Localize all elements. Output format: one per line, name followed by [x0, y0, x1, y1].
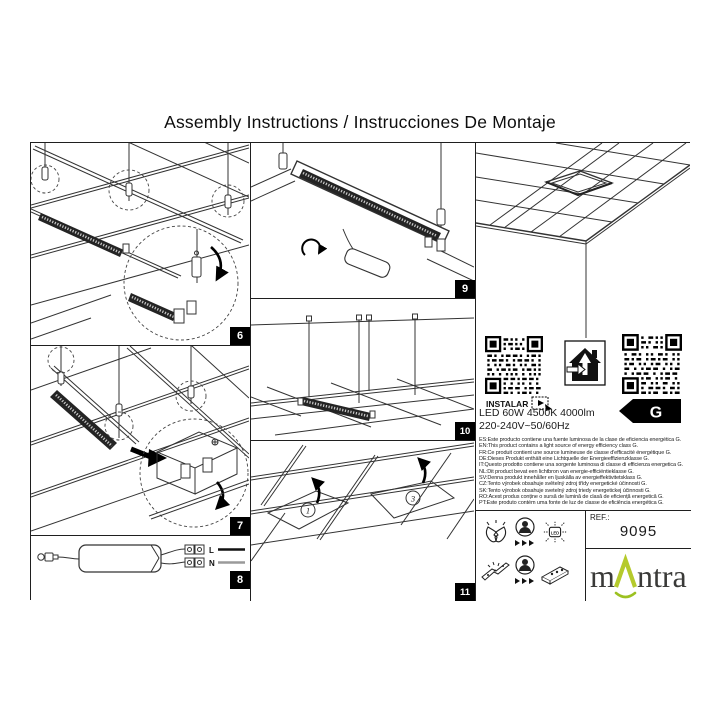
detail-circle-clip	[140, 419, 249, 527]
panel-step-6	[31, 143, 251, 346]
brand-cell	[586, 549, 691, 601]
driver-plug	[38, 553, 79, 561]
energy-line-sk: SK:Tento výrobok obsahuje svetelný zdroj triedy energetickej účinnosti G.	[479, 487, 651, 494]
step-number-11: 11	[455, 583, 475, 601]
led-light-source-icon	[542, 519, 568, 545]
bent-strip-icon	[480, 557, 510, 583]
energy-line-nl: NL:Dit product bevat een lichtbron van energie-efficiëntieklasse G.	[479, 468, 634, 475]
indoor-use-icon	[564, 339, 606, 387]
ref-cell	[586, 511, 691, 549]
recessed-fixture	[546, 171, 612, 195]
energy-line-sv: SV:Denna produkt innehåller en ljuskälla av energieffektivitetsklass G.	[479, 475, 643, 482]
ceiling-grid-lines	[251, 379, 474, 435]
energy-line-cz: CZ:Tento výrobek obsahuje světelný zdroj třídy energetické účinnosti G.	[479, 481, 647, 488]
brand-letter-m: m	[590, 558, 615, 594]
linear-fixture	[291, 161, 449, 251]
energy-line-ro: RO:Acest produs conține o sursă de lumină de clasă de eficiență energetică G.	[479, 494, 664, 501]
drawing-finished-ceiling	[476, 143, 690, 338]
tile-number-3: 3	[410, 493, 416, 504]
energy-line-de: DE:Dieses Produkt enthält eine Lichtquelle der Energieeffizienzklasse G.	[479, 456, 650, 463]
rotate-gripper-arrow	[211, 247, 221, 279]
led-driver-box	[79, 545, 161, 572]
energy-statements	[479, 437, 689, 507]
qr-code-install-video	[485, 336, 543, 394]
forward-arrows-icon	[515, 578, 534, 584]
panel-step-7	[31, 346, 251, 536]
panel-step-9	[251, 143, 476, 299]
qr-code-energy-label	[622, 334, 682, 394]
driver-cable	[343, 229, 353, 249]
energy-line-it: IT:Questo prodotto contiene una sorgente luminosa di classe di efficienza energetica G.	[479, 462, 683, 469]
forward-arrows-icon	[515, 540, 534, 546]
step-number-10: 10	[455, 422, 475, 440]
product-specs	[479, 407, 619, 433]
drawing-suspended-grid	[251, 299, 474, 439]
info-cell	[476, 143, 691, 511]
step-number-7: 7	[230, 517, 250, 535]
professional-person-icon	[514, 555, 536, 585]
ceiling-grid-lines	[31, 143, 249, 339]
drawing-fixture-closeup	[251, 143, 474, 297]
energy-line-fr: FR:Ce produit contient une source lumineuse de classe d'efficacité énergétique G.	[479, 449, 672, 456]
step-number-9: 9	[455, 280, 475, 298]
energy-class-arrow	[618, 398, 682, 424]
broken-lamp-icon	[483, 520, 509, 546]
ceiling-line	[251, 318, 474, 325]
driver-box	[343, 247, 392, 279]
ref-label: REF.:	[590, 513, 610, 522]
energy-line-pt: PT:Este produto contém uma fonte de luz de classe de eficiência energética G.	[479, 500, 664, 507]
tilt-up-arrow-3	[419, 459, 425, 483]
brand-letters-ntra: ntra	[637, 558, 687, 594]
linear-fixture	[298, 397, 375, 421]
service-icons-cell	[476, 511, 586, 601]
energy-line-en: EN:This product contains a light source of energy efficiency class G.	[479, 443, 638, 450]
suspension-wires	[279, 143, 445, 227]
drawing-insert-tiles	[251, 441, 474, 599]
led-label: LED	[550, 530, 560, 536]
terminal-blocks	[161, 545, 245, 568]
spec-led: LED 60W 4500K 4000lm	[479, 407, 595, 419]
ref-value: 9095	[619, 523, 658, 540]
wire-label-live: L	[209, 546, 214, 555]
step-number-6: 6	[230, 327, 250, 345]
detail-circle-wire-gripper	[124, 226, 238, 340]
brand-caret-icon	[616, 560, 635, 587]
drawing-driver-wiring	[31, 536, 249, 601]
instruction-grid	[30, 142, 690, 600]
page-title: Assembly Instructions / Instrucciones De Montaje	[164, 112, 556, 132]
twist-connector-arrow	[302, 239, 320, 255]
drawing-clip-to-grid	[31, 346, 249, 534]
step-number-8: 8	[230, 571, 250, 589]
energy-class-letter: G	[649, 404, 663, 422]
energy-line-es: ES:Este producto contiene una fuente luminosa de la clase de eficiencia energética G.	[479, 437, 682, 443]
panel-step-11	[251, 441, 476, 601]
wire-label-neutral: N	[209, 559, 215, 568]
right-column	[476, 143, 691, 601]
tile-number-1: 1	[305, 505, 311, 516]
panel-step-8	[31, 536, 251, 601]
professional-person-icon	[514, 517, 536, 547]
brand-smile-arc-icon	[616, 593, 635, 597]
mantra-logo	[588, 551, 688, 599]
panel-step-10	[251, 299, 476, 441]
linear-fixture	[50, 390, 117, 450]
instalar-label: INSTALAR	[486, 399, 529, 409]
drawing-suspend-wires-isometric	[31, 143, 249, 344]
spec-voltage: 220-240V~50/60Hz	[479, 420, 570, 432]
led-module-icon	[540, 561, 570, 585]
